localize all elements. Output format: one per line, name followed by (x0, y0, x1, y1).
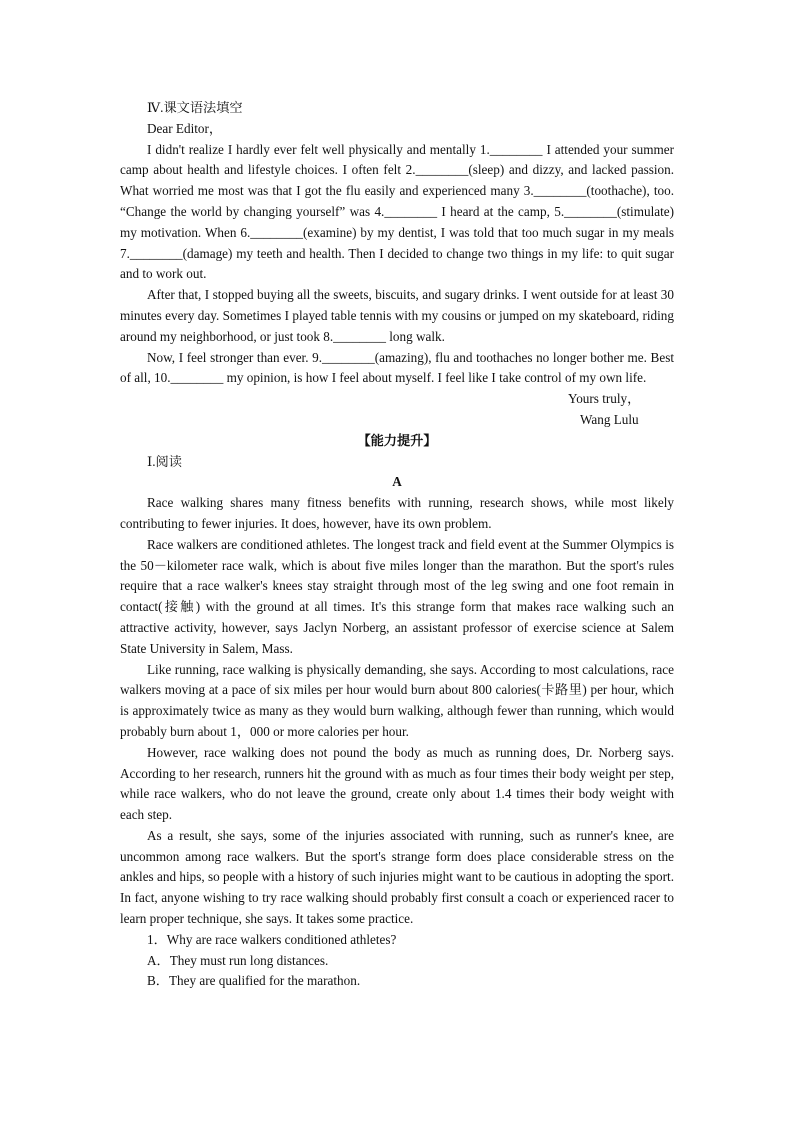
question-1-option-a: A．They must run long distances. (147, 952, 329, 968)
passage-paragraph: Race walkers are conditioned athletes. The longest track and field event at the Summer Olympics is the 50－kilometer race walk, which is about five miles longer than the marathon. But the sport's rules require that a race walker's knees stay straight through most of the leg swing and one foot remain in contact(接触) with the ground at all times. It's this strange form that makes race walking such an attractive activity, however, says Jaclyn Norberg, an assistant professor of exercise science at Salem State University in Salem, Mass. (120, 536, 674, 656)
passage-paragraph: As a result, she says, some of the injuries associated with running, such as runner's knee, are uncommon among race walkers. But the sport's strange form does place considerable stress on the ankles and hips, so people with a history of such injuries might want to be cautious in adopting the sport. In fact, anyone wishing to try race walking should probably first consult a coach or experienced racer to learn proper technique, she says. It takes some practice. (120, 827, 674, 927)
letter-paragraph-3: Now, I feel stronger than ever. 9.________(amazing), flu and toothaches no longer bother me. Best of all, 10.________ my opinion, is how I feel about myself. I feel like I take control of my own life. (120, 349, 674, 386)
letter-paragraph-2: After that, I stopped buying all the sweets, biscuits, and sugary drinks. I went outside for at least 30 minutes every day. Sometimes I played table tennis with my cousins or jumped on my skateboard, riding around my neighborhood, or just took 8.________ long walk. (120, 287, 674, 344)
passage-paragraph: However, race walking does not pound the body as much as running does, Dr. Norberg says. According to her research, runners hit the ground with as much as four times their body weight per step, while race walkers, who do not leave the ground, create only about 1.4 times their body weight with each step. (120, 744, 674, 823)
question-1-option-b: B．They are qualified for the marathon. (147, 973, 361, 989)
letter-salutation: Dear Editor， (147, 120, 223, 136)
reading-section-title: Ⅰ.阅读 (147, 453, 182, 469)
letter-closing: Yours truly， (568, 391, 641, 407)
passage-paragraph: Race walking shares many fitness benefits with running, research shows, while most likely contributing to fewer injuries. It does, however, have its own problem. (120, 495, 674, 531)
ability-header: 【能力提升】 (357, 432, 437, 448)
document-body (120, 98, 674, 992)
passage-label: A (392, 474, 402, 490)
letter-signature: Wang Lulu (580, 411, 639, 427)
letter-paragraph-1: I didn't realize I hardly ever felt well physically and mentally 1.________ I attended your summer camp about health and lifestyle choices. I often felt 2.________(sleep) and dizzy, and lacked passion. What worried me most was that I got the flu easily and experienced many 3.________(toothache), too. “Change the world by changing yourself” was 4.________ I heard at the camp, 5.________(stimulate) my motivation. When 6.________(examine) by my dentist, I was told that too much sugar in my meals 7.________(damage) my teeth and health. Then I decided to change two things in my life: to quit sugar and to work out. (120, 141, 674, 282)
passage-paragraph: Like running, race walking is physically demanding, she says. According to most calculations, race walkers moving at a pace of six miles per hour would burn about 800 calories(卡路里) per hour, which is approximately twice as many as they would burn walking, although fewer than running, which would probably burn about 1，000 or more calories per hour. (120, 661, 674, 739)
grammar-section-title: Ⅳ.课文语法填空 (147, 100, 243, 115)
question-1: 1．Why are race walkers conditioned athletes? (147, 931, 397, 947)
